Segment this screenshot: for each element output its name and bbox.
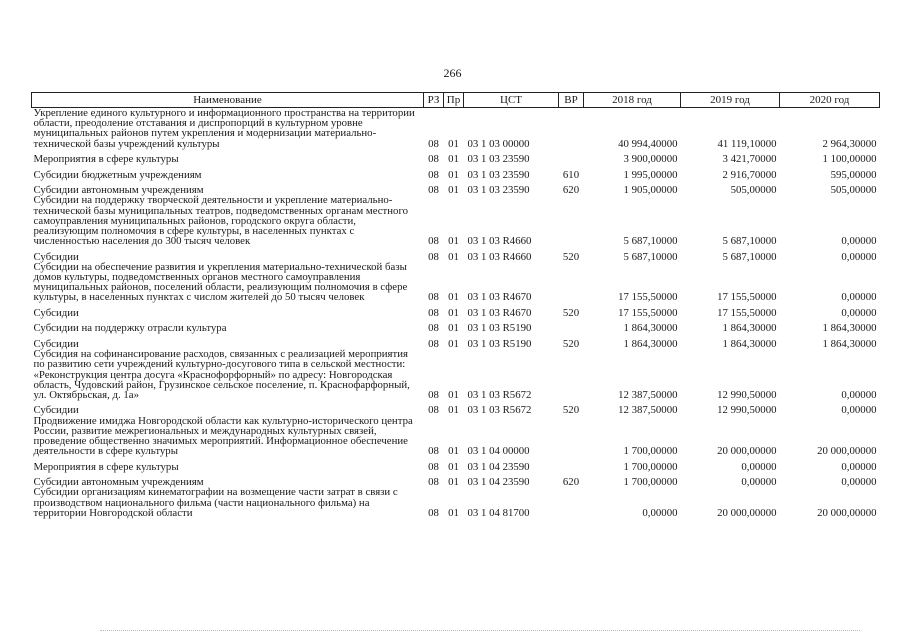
row-rz: 08 (428, 506, 439, 519)
row-2018: 1 700,00000 (623, 476, 678, 489)
row-name: Субсидия на софинансирование расходов, связанных с реализацией мероприятия по развитию сети учреждений культурно-досугового типа в сельской местности: «Реконструкция центра досуга «Краснофорфорный» по адресу: Новгородская область, Чудовский район, Грузинское сельское поселение, п. Краснофарфорный, ул. Октябрьская, д. 1а» (33, 348, 410, 401)
row-name: Укрепление единого культурного и информационного пространства на территории области, преодоление отставания и диспропорций в культурном уровне муниципальных районов путем укрепления и модернизации материально-технической базы учреждений культуры (33, 107, 415, 150)
row-pr: 01 (448, 235, 459, 248)
row-2018: 1 995,00000 (623, 168, 678, 181)
row-cst: 03 1 04 23590 (467, 460, 530, 473)
row-2020: 0,00000 (841, 404, 877, 417)
row-vr (559, 349, 584, 400)
row-name: Субсидии на обеспечение развития и укрепления материально-технической базы домов культуры, подведомственных органов местного самоуправления муниципальных районов, поселений области, реализующим полномочия в сфере культуры, в населенных пунктах с числом жителей до 50 тысяч человек (33, 260, 408, 304)
table-row (32, 318, 880, 334)
header-2018: 2018 год (584, 93, 681, 108)
row-cst: 03 1 03 R5190 (467, 322, 532, 335)
row-rz: 08 (428, 460, 439, 473)
row-vr (559, 108, 584, 149)
table-row (32, 416, 880, 457)
row-rz: 08 (428, 184, 439, 197)
row-pr: 01 (448, 404, 459, 417)
row-2020: 1 864,30000 (822, 337, 877, 350)
row-vr: 520 (562, 404, 580, 417)
row-cst: 03 1 03 23590 (467, 184, 530, 197)
row-2020: 2 964,30000 (822, 137, 877, 150)
row-pr: 01 (448, 306, 459, 319)
table-row (32, 472, 880, 488)
row-pr: 01 (448, 184, 459, 197)
row-cst: 03 1 04 23590 (467, 476, 530, 489)
row-name: Субсидии (33, 250, 79, 263)
row-pr: 01 (448, 291, 459, 304)
row-2019: 0,00000 (741, 460, 777, 473)
row-rz: 08 (428, 337, 439, 350)
row-cst: 03 1 03 R4660 (467, 250, 532, 263)
row-cst: 03 1 03 23590 (467, 168, 530, 181)
row-vr (559, 456, 584, 472)
row-2018: 5 687,10000 (623, 250, 678, 263)
row-vr (559, 195, 584, 246)
row-2018: 5 687,10000 (623, 235, 678, 248)
row-2020: 20 000,00000 (817, 445, 877, 458)
row-pr: 01 (448, 153, 459, 166)
row-cst: 03 1 04 00000 (467, 445, 530, 458)
row-2019: 505,00000 (730, 184, 777, 197)
row-vr: 520 (562, 250, 580, 263)
row-pr: 01 (448, 388, 459, 401)
row-rz: 08 (428, 306, 439, 319)
row-2019: 1 864,30000 (722, 337, 777, 350)
row-2019: 5 687,10000 (722, 235, 777, 248)
row-2019: 1 864,30000 (722, 322, 777, 335)
row-name: Субсидии (33, 306, 79, 319)
row-vr (559, 416, 584, 457)
row-2018: 1 700,00000 (623, 445, 678, 458)
row-2018: 1 700,00000 (623, 460, 678, 473)
row-pr: 01 (448, 137, 459, 150)
header-2020: 2020 год (780, 93, 880, 108)
row-2018: 17 155,50000 (618, 306, 678, 319)
row-rz: 08 (428, 291, 439, 304)
row-2019: 12 990,50000 (717, 404, 777, 417)
row-vr (559, 262, 584, 303)
row-2019: 5 687,10000 (722, 250, 777, 263)
row-2020: 505,00000 (830, 184, 877, 197)
row-2020: 1 864,30000 (822, 322, 877, 335)
row-2020: 0,00000 (841, 291, 877, 304)
row-vr: 520 (562, 306, 580, 319)
row-2018: 17 155,50000 (618, 291, 678, 304)
row-2019: 17 155,50000 (717, 306, 777, 319)
table-row (32, 400, 880, 416)
row-cst: 03 1 03 R5672 (467, 404, 532, 417)
table-row (32, 164, 880, 180)
header-cst: ЦСТ (464, 93, 559, 108)
row-vr (559, 318, 584, 334)
row-cst: 03 1 04 81700 (467, 506, 530, 519)
table-row (32, 456, 880, 472)
row-2019: 20 000,00000 (717, 506, 777, 519)
row-cst: 03 1 03 R4660 (467, 235, 532, 248)
scan-artifact-line (100, 630, 860, 633)
row-pr: 01 (448, 168, 459, 181)
row-2019: 20 000,00000 (717, 445, 777, 458)
table-row (32, 349, 880, 400)
row-rz: 08 (428, 404, 439, 417)
row-name: Продвижение имиджа Новгородской области как культурно-исторического центра России, развитие межрегиональных и международных культурных связей, проведение общественно значимых мероприятий. Информационное обеспечение деятельности в сфере культуры (33, 414, 413, 458)
row-vr (559, 149, 584, 165)
row-2018: 12 387,50000 (618, 388, 678, 401)
row-2020: 0,00000 (841, 306, 877, 319)
row-name: Мероприятия в сфере культуры (33, 460, 179, 473)
budget-table (31, 92, 880, 518)
row-rz: 08 (428, 476, 439, 489)
row-2019: 3 421,70000 (722, 153, 777, 166)
row-name: Субсидии автономным учреждениям (33, 184, 204, 197)
header-rz: РЗ (424, 93, 444, 108)
row-cst: 03 1 03 R5672 (467, 388, 532, 401)
row-2019: 41 119,10000 (717, 137, 777, 150)
row-2018: 1 864,30000 (623, 337, 678, 350)
row-2018: 3 900,00000 (623, 153, 678, 166)
row-pr: 01 (448, 322, 459, 335)
row-pr: 01 (448, 337, 459, 350)
row-2018: 1 864,30000 (623, 322, 678, 335)
row-vr: 620 (562, 184, 580, 197)
table-row (32, 246, 880, 262)
row-pr: 01 (448, 506, 459, 519)
row-pr: 01 (448, 250, 459, 263)
row-2020: 0,00000 (841, 250, 877, 263)
row-2020: 0,00000 (841, 235, 877, 248)
row-cst: 03 1 03 00000 (467, 137, 530, 150)
row-2020: 595,00000 (830, 168, 877, 181)
row-name: Субсидии организациям кинематографии на возмещение части затрат в связи с производством национального фильма (части национального фильма) на территории Новгородской области (33, 486, 398, 519)
row-pr: 01 (448, 445, 459, 458)
row-2019: 2 916,70000 (722, 168, 777, 181)
row-2020: 0,00000 (841, 388, 877, 401)
row-rz: 08 (428, 322, 439, 335)
header-vr: ВР (559, 93, 584, 108)
table-row (32, 149, 880, 165)
table-row (32, 334, 880, 350)
row-name: Субсидии автономным учреждениям (33, 476, 204, 489)
row-rz: 08 (428, 235, 439, 248)
row-rz: 08 (428, 388, 439, 401)
row-2018: 0,00000 (642, 506, 678, 519)
row-pr: 01 (448, 476, 459, 489)
row-2020: 1 100,00000 (822, 153, 877, 166)
table-row (32, 108, 880, 149)
row-2018: 40 994,40000 (618, 137, 678, 150)
row-name: Субсидии на поддержку отрасли культура (33, 322, 227, 335)
row-pr: 01 (448, 460, 459, 473)
row-cst: 03 1 03 R4670 (467, 291, 532, 304)
row-name: Мероприятия в сфере культуры (33, 153, 179, 166)
row-2018: 1 905,00000 (623, 184, 678, 197)
row-2020: 20 000,00000 (817, 506, 877, 519)
table-row (32, 303, 880, 319)
row-cst: 03 1 03 R5190 (467, 337, 532, 350)
table-row (32, 487, 880, 518)
header-name: Наименование (32, 93, 424, 108)
row-2020: 0,00000 (841, 460, 877, 473)
row-rz: 08 (428, 445, 439, 458)
table-row (32, 180, 880, 196)
row-2019: 12 990,50000 (717, 388, 777, 401)
row-vr: 620 (562, 476, 580, 489)
row-name: Субсидии (33, 404, 79, 417)
row-vr (559, 487, 584, 518)
row-2019: 17 155,50000 (717, 291, 777, 304)
row-2019: 0,00000 (741, 476, 777, 489)
table-row (32, 195, 880, 246)
table-header-row (32, 93, 880, 108)
table-body (32, 108, 880, 519)
row-rz: 08 (428, 250, 439, 263)
row-name: Субсидии на поддержку творческой деятельности и укрепление материально-технической базы муниципальных театров, подведомственных органам местного самоуправления муниципальных районов, городского округа области, реализующим полномочия в сфере культуры, в населенных пунктах с численностью населения до 300 тысяч человек (33, 194, 408, 248)
row-vr: 610 (562, 168, 580, 181)
row-rz: 08 (428, 137, 439, 150)
table-row (32, 262, 880, 303)
row-cst: 03 1 03 R4670 (467, 306, 532, 319)
row-vr: 520 (562, 337, 580, 350)
row-2020: 0,00000 (841, 476, 877, 489)
page-number: 266 (443, 66, 462, 80)
header-pr: Пр (444, 93, 464, 108)
row-name: Субсидии бюджетным учреждениям (33, 168, 202, 181)
row-rz: 08 (428, 153, 439, 166)
row-name: Субсидии (33, 337, 79, 350)
row-2018: 12 387,50000 (618, 404, 678, 417)
row-cst: 03 1 03 23590 (467, 153, 530, 166)
header-2019: 2019 год (681, 93, 780, 108)
row-rz: 08 (428, 168, 439, 181)
